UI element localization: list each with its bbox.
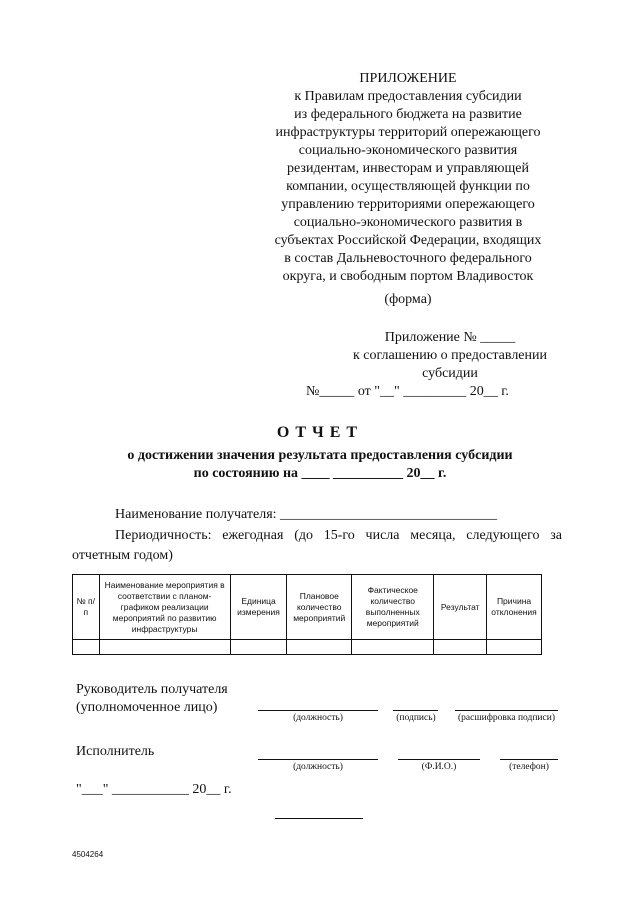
col-header-result: Результат (434, 575, 487, 640)
col-header-event-name: Наименование мероприятия в соответствии с планом-графиком реализации мероприятий по развитию инфраструктуры (99, 575, 230, 640)
report-subtitle-line-2: по состоянию на ____ __________ 20__ г. (193, 466, 447, 481)
executor-phone-underline (500, 759, 558, 760)
annex-line: в состав Дальневосточного федерального (284, 251, 532, 266)
head-signature-label (76, 681, 228, 717)
head-label-line-1: Руководитель получателя (76, 682, 228, 697)
col-header-planned: Плановое количество мероприятий (287, 575, 352, 640)
table-row (73, 640, 542, 655)
col-header-unit: Единица измерения (230, 575, 287, 640)
agreement-line: к соглашению о предоставлении (353, 348, 547, 363)
table-cell (230, 640, 287, 655)
executor-name-underline (398, 759, 480, 760)
annex-heading: ПРИЛОЖЕНИЕ (359, 71, 457, 86)
annex-line: резидентам, инвесторам и управляющей (287, 161, 529, 176)
col-header-number: № п/п (73, 575, 100, 640)
recipient-name-line: Наименование получателя: _______________________________ (115, 507, 498, 522)
annex-line: управлению территориями опережающего (281, 197, 535, 212)
annex-line: округа, и свободным портом Владивосток (282, 269, 534, 284)
caption-signature: (подпись) (396, 713, 436, 723)
caption-executor-name: (Ф.И.О.) (421, 762, 457, 772)
table-cell (487, 640, 542, 655)
annex-block (200, 70, 616, 286)
annex-line: социально-экономического развития (298, 143, 518, 158)
col-header-reason: Причина отклонения (487, 575, 542, 640)
table-header-row (73, 575, 542, 640)
annex-line: компании, осуществляющей функции по (286, 179, 530, 194)
signature-underline (393, 710, 438, 711)
annex-line: социально-экономического развития в (293, 215, 523, 230)
col-header-actual: Фактическое количество выполненных мероприятий (352, 575, 434, 640)
table-cell (99, 640, 230, 655)
executor-position-underline (258, 759, 378, 760)
caption-executor-phone: (телефон) (509, 762, 549, 772)
agreement-number-line: №_____ от "__" _________ 20__ г. (306, 384, 509, 399)
annex-line: к Правилам предоставления субсидии (294, 89, 522, 104)
report-subtitle (40, 447, 600, 483)
caption-position: (должность) (293, 713, 343, 723)
table-cell (352, 640, 434, 655)
caption-executor-position: (должность) (293, 762, 343, 772)
table-cell (434, 640, 487, 655)
periodicity-text: Периодичность: ежегодная (до 15-го числа месяца, следующего за отчетным годом) (72, 528, 562, 563)
agreement-block (290, 329, 610, 383)
agreement-line: субсидии (422, 366, 478, 381)
caption-signature-decoding: (расшифровка подписи) (458, 713, 555, 723)
annex-line: субъектах Российской Федерации, входящих (274, 233, 542, 248)
report-title: ОТЧЕТ (276, 424, 364, 441)
annex-line: из федерального бюджета на развитие (294, 107, 522, 122)
document-number: 4504264 (72, 850, 104, 859)
head-label-line-2: (уполномоченное лицо) (76, 700, 218, 715)
date-line: "___" ___________ 20__ г. (76, 782, 232, 797)
agreement-line: Приложение № _____ (384, 330, 516, 345)
report-table (72, 574, 542, 655)
position-underline (258, 710, 378, 711)
table-cell (73, 640, 100, 655)
form-label: (форма) (384, 292, 432, 307)
name-underline (455, 710, 558, 711)
annex-line: инфраструктуры территорий опережающего (275, 125, 541, 140)
report-subtitle-line-1: о достижении значения результата предоставления субсидии (127, 448, 513, 463)
table-cell (287, 640, 352, 655)
bottom-divider (275, 818, 363, 819)
executor-label: Исполнитель (76, 744, 155, 759)
